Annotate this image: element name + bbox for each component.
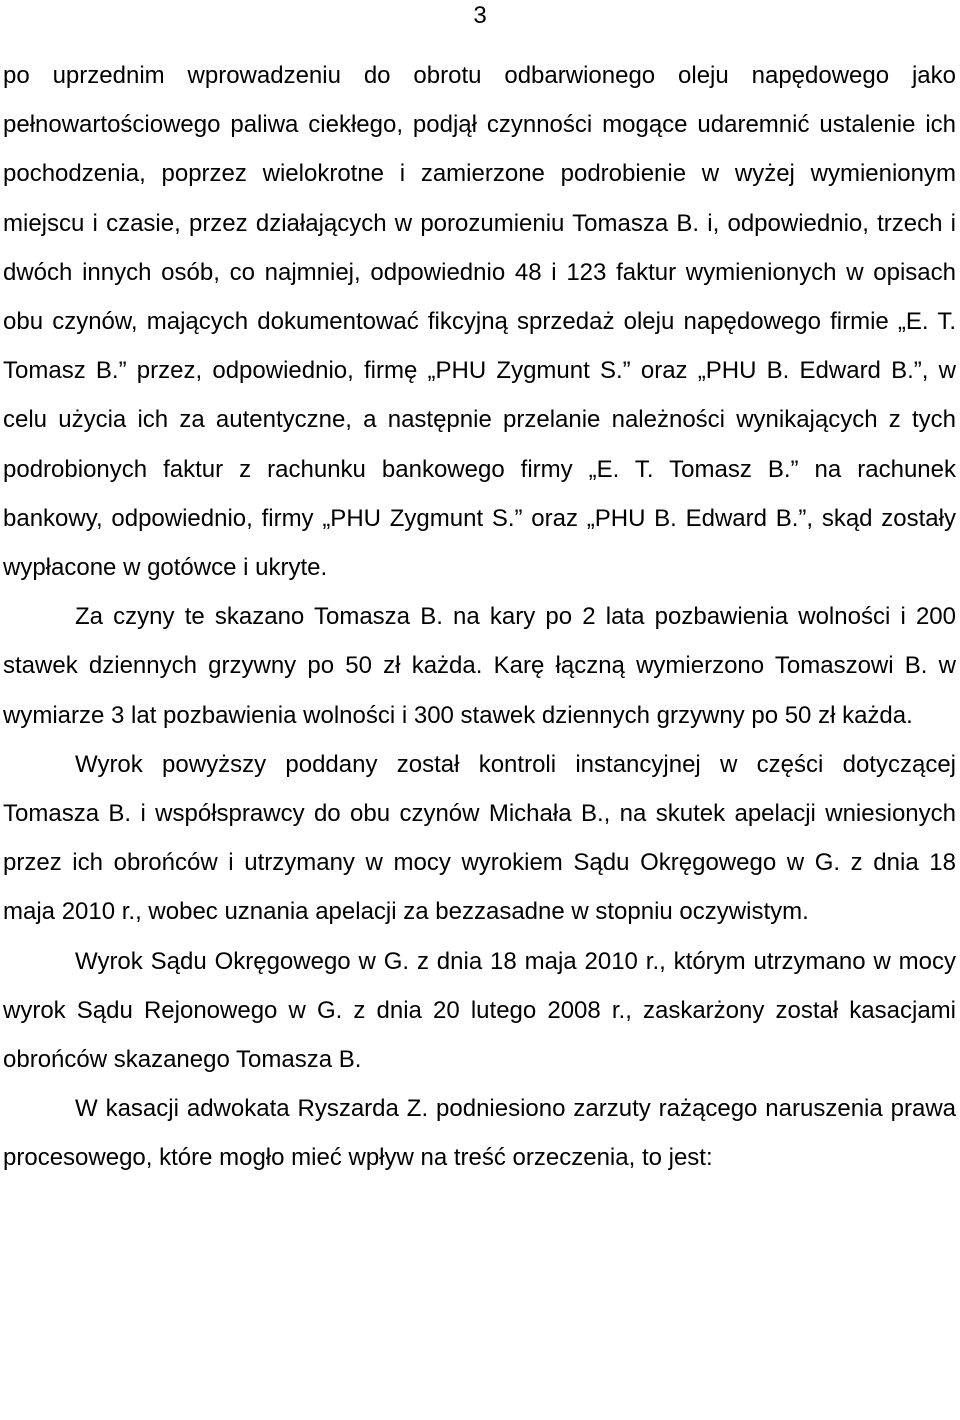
paragraph-sentence: Za czyny te skazano Tomasza B. na kary po 2 lata pozbawienia wolności i 200 stawek dziennych grzywny po 50 zł każda. Karę łączną wymierzono Tomaszowi B. w wymiarze 3 lat pozbawienia wolności i 300 stawek dziennych grzywny po 50 zł każda. — [3, 603, 956, 729]
paragraph-continuation: po uprzednim wprowadzeniu do obrotu odbarwionego oleju napędowego jako pełnowartościowego paliwa ciekłego, podjął czynności mogące udaremnić ustalenie ich pochodzenia, poprzez wielokrotne i zamierzone podrobienie w wyżej wymienionym miejscu i czasie, przez działających w porozumieniu Tomasza B. i, odpowiednio, trzech i dwóch innych osób, co najmniej, odpowiednio 48 i 123 faktur wymienionych w opisach obu czynów, mających dokumentować fikcyjną sprzedaż oleju napędowego firmie „E. T. Tomasz B.” przez, odpowiednio, firmę „PHU Zygmunt S.” oraz „PHU B. Edward B.”, w celu użycia ich za autentyczne, a następnie przelanie należności wynikających z tych podrobionych faktur z rachunku bankowego firmy „E. T. Tomasz B.” na rachunek bankowy, odpowiednio, firmy „PHU Zygmunt S.” oraz „PHU B. Edward B.”, skąd zostały wypłacone w gotówce i ukryte. — [3, 62, 956, 582]
page-number: 3 — [473, 2, 487, 29]
document-body — [3, 51, 956, 1183]
paragraph-charges: W kasacji adwokata Ryszarda Z. podniesiono zarzuty rażącego naruszenia prawa procesowego, które mogło mieć wpływ na treść orzeczenia, to jest: — [3, 1095, 956, 1172]
paragraph-appeal: Wyrok powyższy poddany został kontroli instancyjnej w części dotyczącej Tomasza B. i współsprawcy do obu czynów Michała B., na skutek apelacji wniesionych przez ich obrońców i utrzymany w mocy wyrokiem Sądu Okręgowego w G. z dnia 18 maja 2010 r., wobec uznania apelacji za bezzasadne w stopniu oczywistym. — [3, 750, 956, 926]
paragraph-cassation: Wyrok Sądu Okręgowego w G. z dnia 18 maja 2010 r., którym utrzymano w mocy wyrok Sądu Rejonowego w G. z dnia 20 lutego 2008 r., zaskarżony został kasacjami obrońców skazanego Tomasza B. — [3, 947, 956, 1074]
